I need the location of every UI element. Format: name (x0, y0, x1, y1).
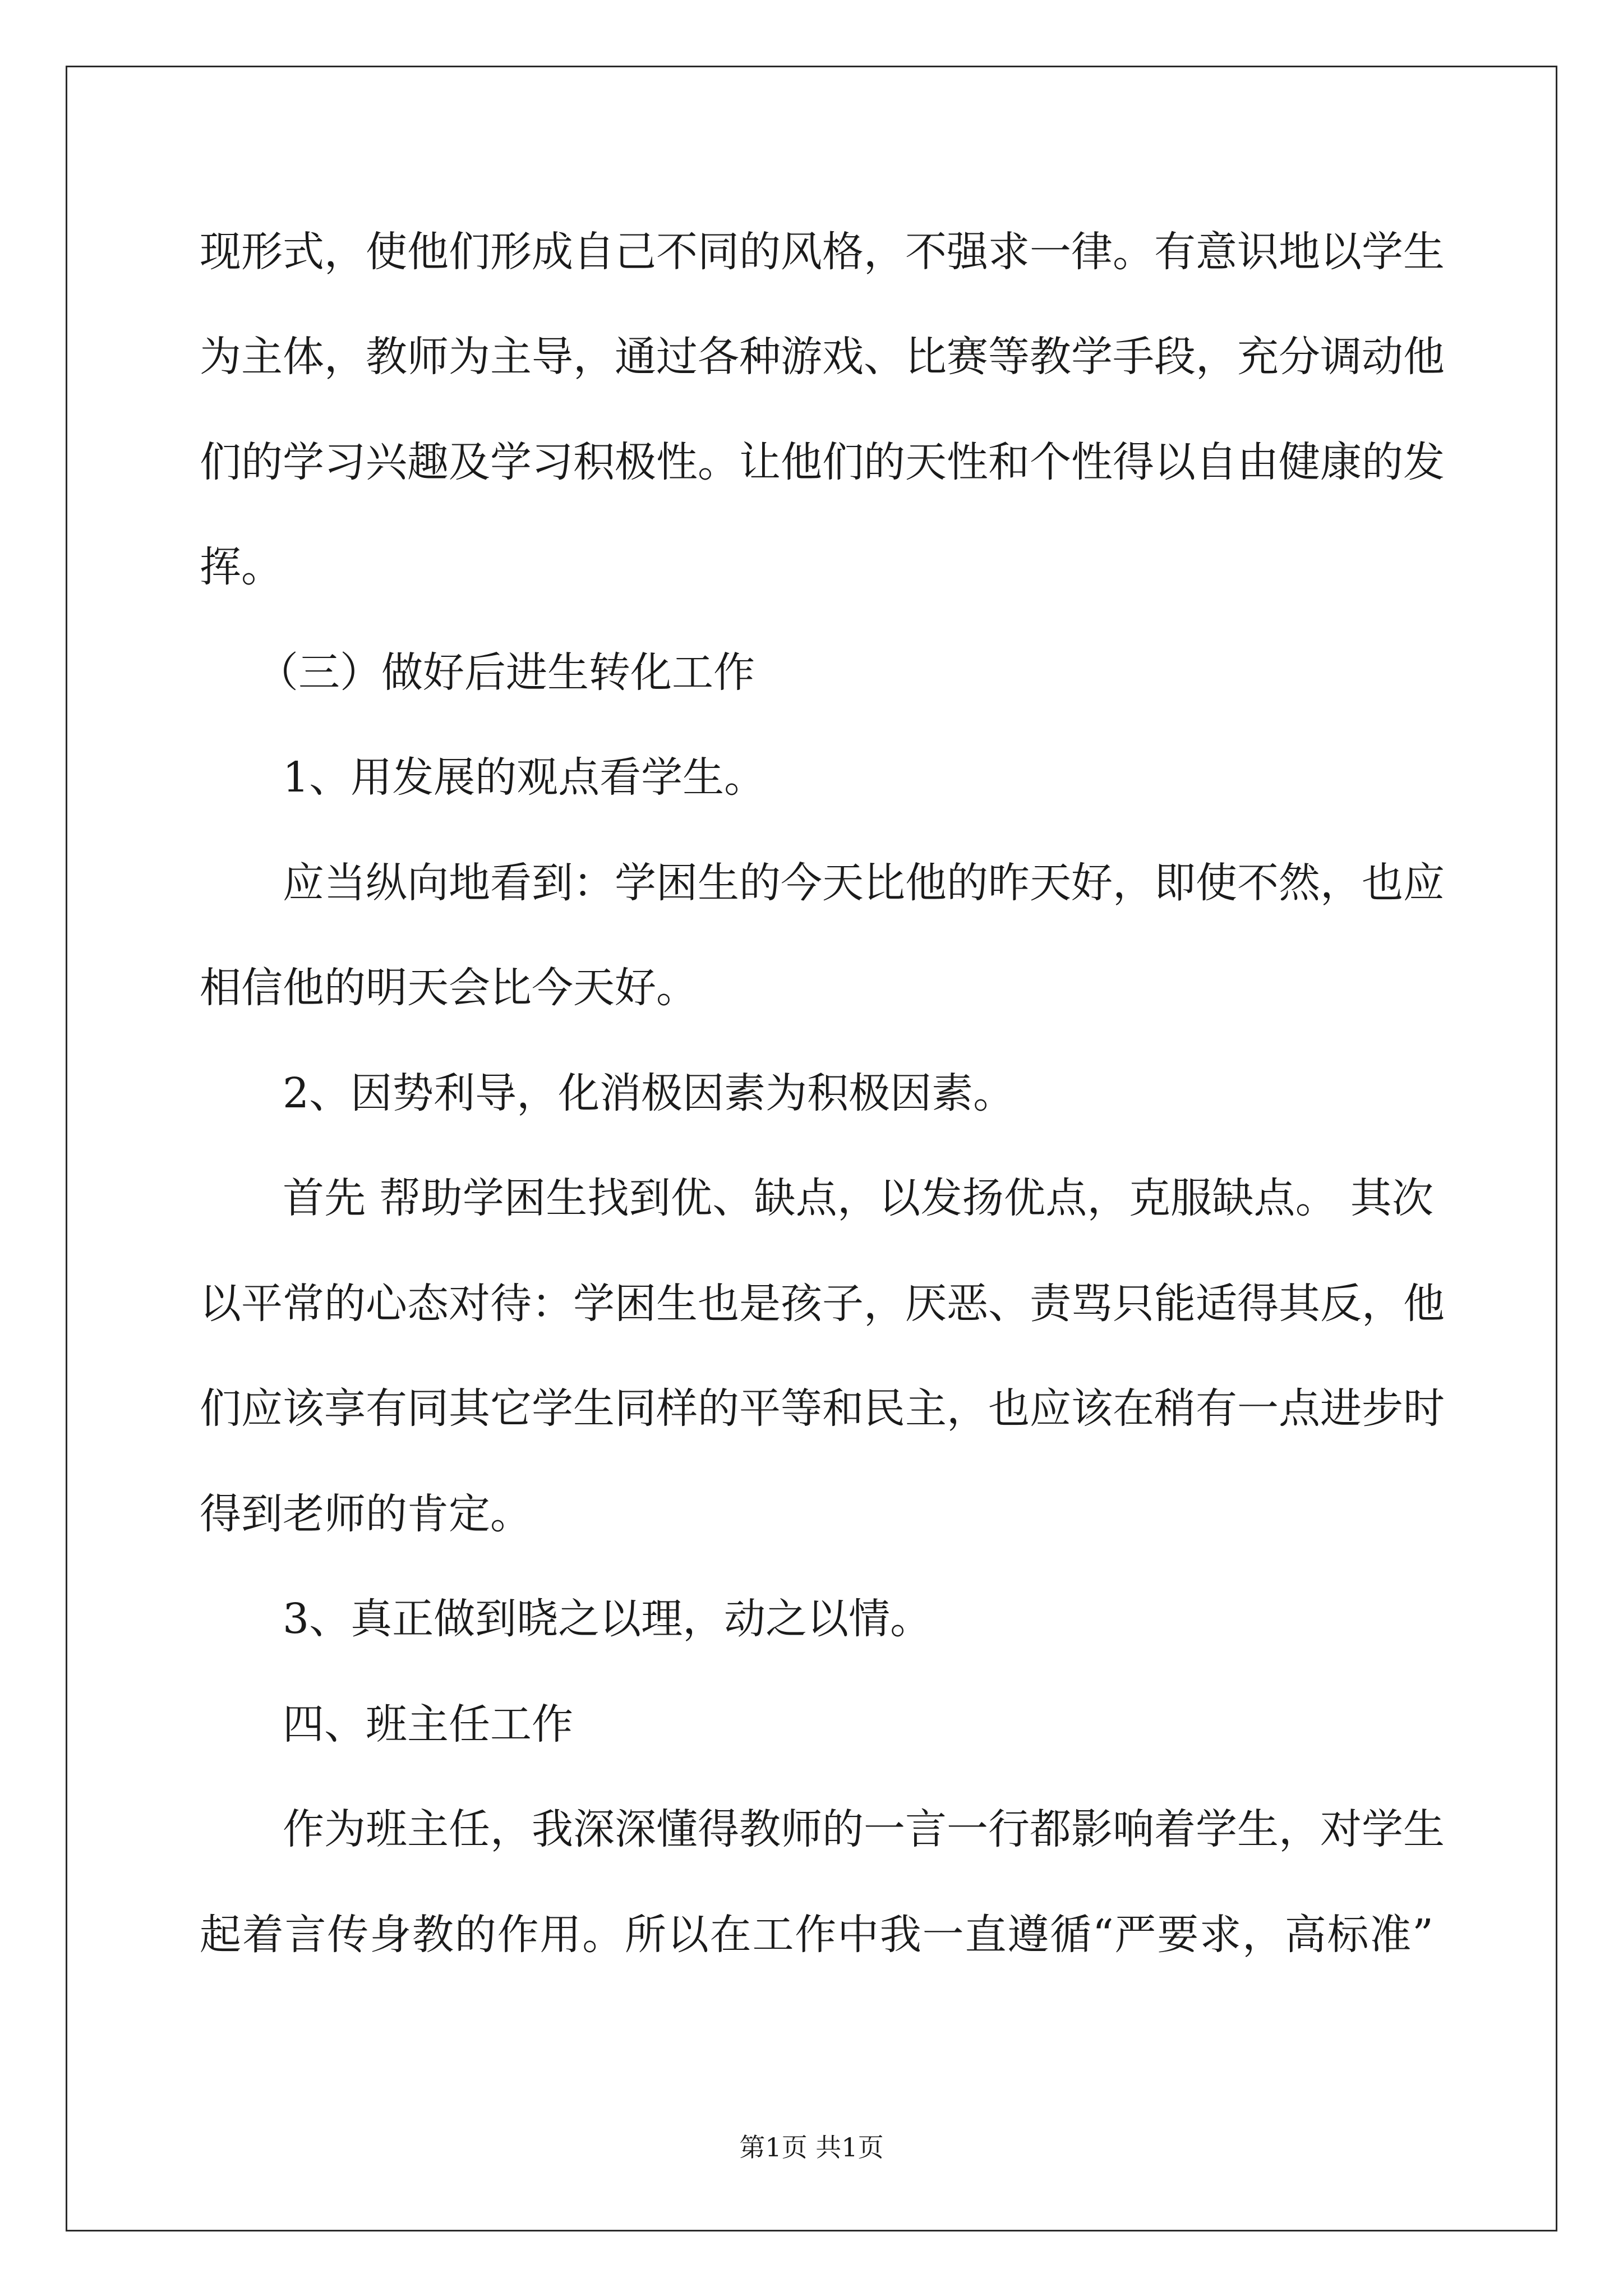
text-line: 以平常的心态对待：学困生也是孩子，厌恶、责骂只能适得其反，他 (200, 1280, 1445, 1328)
text-line: 起着言传身教的作用。所以在工作中我一直遵循“严要求，高标准” (200, 1911, 1433, 1959)
text-line: 相信他的明天会比今天好。 (200, 964, 698, 1012)
text-line: 作为班主任，我深深懂得教师的一言一行都影响着学生，对学生 (283, 1805, 1445, 1853)
numbered-item: 3、真正做到晓之以理，动之以情。 (283, 1595, 932, 1643)
section-heading: （三）做好后进生转化工作 (257, 648, 755, 697)
text-line: 为主体，教师为主导，通过各种游戏、比赛等教学手段，充分调动他 (200, 333, 1445, 381)
text-line: 们应该享有同其它学生同样的平等和民主，也应该在稍有一点进步时 (200, 1384, 1445, 1433)
text-line: 首先 帮助学困生找到优、缺点，以发扬优点，克服缺点。 其次 (283, 1174, 1433, 1222)
text-line: 们的学习兴趣及学习积极性。让他们的天性和个性得以自由健康的发 (200, 438, 1445, 486)
numbered-item: 1、用发展的观点看学生。 (283, 753, 766, 802)
section-heading: 四、班主任工作 (283, 1700, 573, 1749)
text-line: 应当纵向地看到：学困生的今天比他的昨天好，即使不然，也应 (283, 859, 1445, 907)
text-line: 挥。 (200, 543, 283, 591)
text-line: 现形式，使他们形成自己不同的风格，不强求一律。有意识地以学生 (200, 228, 1445, 276)
text-line: 得到老师的肯定。 (200, 1490, 532, 1538)
numbered-item: 2、因势利导，化消极因素为积极因素。 (283, 1069, 1015, 1117)
page-footer: 第1页 共1页 (739, 2132, 884, 2162)
